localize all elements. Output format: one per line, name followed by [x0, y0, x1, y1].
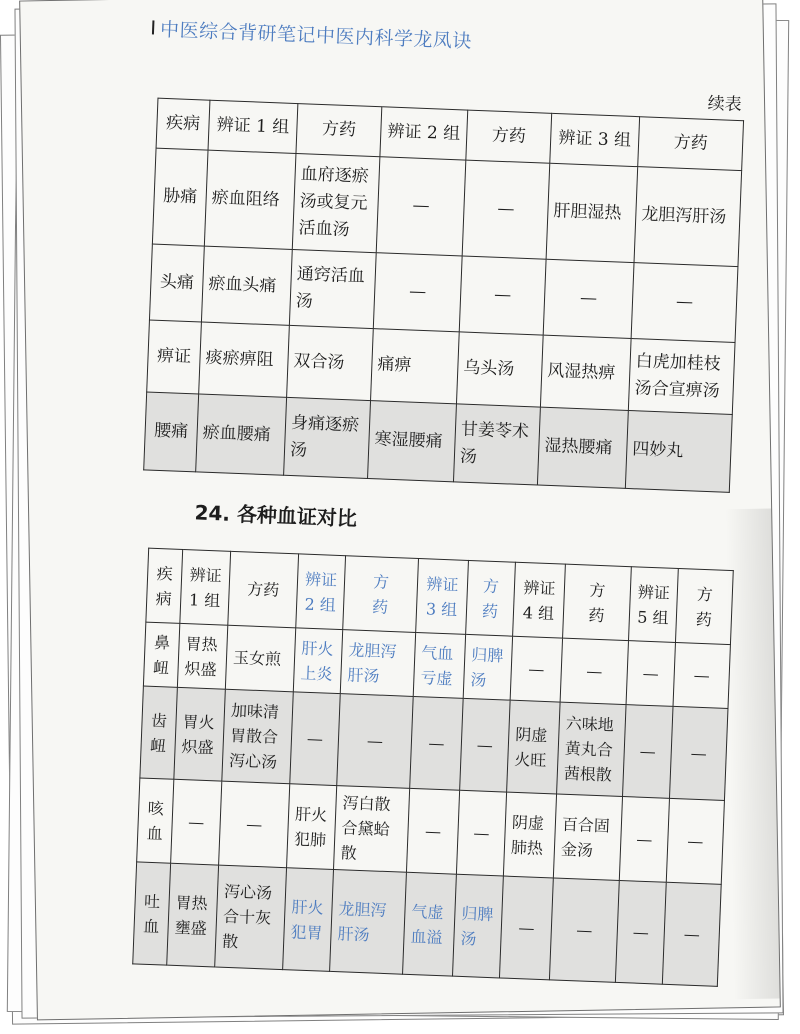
pattern-cell: 阴虚火旺: [507, 700, 560, 794]
column-header-pattern-5: 辨证 5 组: [629, 567, 679, 643]
pattern-cell: —: [626, 641, 675, 707]
column-header-formula-2: [343, 556, 419, 633]
page-content: [101, 0, 789, 1014]
formula-cell: 归脾汤: [463, 634, 512, 700]
section-title: 24. 各种血证对比: [194, 500, 358, 531]
pattern-cell: 瘀血头痛: [201, 246, 292, 325]
pattern-cell: 肝火犯胃: [283, 868, 334, 972]
formula-cell: 龙胆泻肝汤: [634, 167, 742, 267]
column-header-disease: 疾病: [146, 548, 183, 623]
formula-cell: —: [459, 256, 546, 335]
formula-cell: 通窍活血汤: [289, 249, 376, 328]
column-header-formula-4: [563, 564, 632, 640]
disease-cell: 咳血: [137, 778, 174, 863]
pattern-cell: —: [615, 880, 666, 984]
formula-cell: —: [662, 882, 721, 986]
column-header-label: 方药: [371, 571, 390, 617]
formula-cell: 白虎加桂枝汤合宣痹汤: [628, 339, 735, 415]
pattern-cell: 肝胆湿热: [546, 163, 638, 262]
pattern-cell: 阴虚肺热: [503, 792, 556, 878]
formula-cell: 百合固金汤: [553, 794, 622, 880]
pattern-cell: —: [543, 259, 634, 338]
column-header-label: 方药: [481, 576, 500, 621]
formula-cell: —: [219, 781, 290, 868]
column-header-formula-5: [675, 569, 733, 645]
formula-cell: —: [337, 694, 413, 789]
formula-cell: —: [631, 263, 738, 343]
formula-cell: 血府逐瘀汤或复元活血汤: [292, 154, 380, 253]
formula-cell: 龙胆泻肝汤: [330, 869, 407, 974]
pattern-cell: —: [290, 692, 340, 786]
pattern-cell: 风湿热痹: [540, 335, 631, 410]
pattern-cell: —: [410, 696, 463, 790]
formula-cell: 乌头汤: [456, 332, 543, 407]
formula-cell: 六味地黄丸合茜根散: [557, 702, 626, 796]
column-header-label: 方药: [695, 584, 714, 629]
formula-cell: 加味清胃散合泻心汤: [222, 689, 293, 784]
pattern-cell: —: [376, 157, 466, 256]
formula-cell: —: [456, 790, 506, 876]
disease-cell: 头痛: [149, 244, 204, 322]
formula-cell: 泻心汤合十灰散: [215, 865, 287, 970]
disease-cell: 鼻衄: [143, 622, 179, 687]
pattern-cell: 肝火上炎: [293, 628, 342, 694]
pattern-cell: 气血亏虚: [413, 632, 465, 698]
header-marker: [152, 20, 155, 34]
pattern-cell: 痰瘀痹阻: [199, 322, 290, 397]
column-header-pattern-1: 辨证 1 组: [180, 549, 231, 625]
column-header-pattern-3: 辨证 3 组: [416, 559, 469, 635]
pattern-cell: 寒湿腰痛: [368, 401, 457, 482]
column-header-pattern-4: 辨证 4 组: [513, 562, 566, 638]
column-header-pattern-2: 辨证 2 组: [296, 554, 346, 630]
pattern-cell: —: [623, 705, 673, 799]
formula-cell: 泻白散合黛蛤散: [334, 786, 410, 873]
formula-cell: —: [462, 160, 550, 259]
column-header-formula-2: 方药: [466, 110, 552, 163]
column-header-formula-1: 方药: [228, 551, 299, 628]
pattern-cell: —: [619, 797, 669, 883]
column-header-pattern-1: 辨证 1 组: [208, 100, 298, 153]
formula-cell: —: [560, 638, 628, 704]
table-row: [133, 862, 721, 986]
formula-cell: —: [669, 706, 727, 800]
column-header-label: 方药: [588, 580, 606, 625]
formula-cell: 身痛逐瘀汤: [284, 397, 371, 478]
formula-cell: —: [460, 698, 510, 792]
pattern-cell: —: [373, 253, 462, 332]
formula-cell: —: [666, 798, 724, 884]
column-header-disease: 疾病: [156, 98, 210, 150]
pattern-cell: 痛痹: [371, 329, 460, 404]
formula-cell: 归脾汤: [452, 874, 503, 978]
formula-cell: —: [549, 878, 619, 982]
column-header-formula-1: 方药: [296, 104, 382, 157]
disease-cell: 齿衄: [140, 686, 178, 779]
pattern-cell: 胃火炽盛: [174, 687, 225, 781]
column-header-pattern-3: 辨证 3 组: [550, 113, 640, 166]
running-header: 中医综合背研笔记中医内科学龙凤诀: [159, 18, 473, 53]
pattern-cell: 瘀血阻络: [204, 150, 296, 249]
pattern-cell: 湿热腰痛: [537, 407, 628, 488]
formula-cell: 四妙丸: [625, 410, 732, 492]
disease-cell: 痹证: [147, 320, 202, 394]
column-header-formula-3: 方药: [638, 117, 744, 171]
formula-cell: 龙胆泻肝汤: [340, 630, 415, 697]
column-header-pattern-2: 辨证 2 组: [380, 107, 468, 160]
pattern-cell: —: [499, 876, 553, 980]
disease-cell: 吐血: [133, 862, 171, 965]
blood-syndrome-comparison-table: [132, 548, 734, 987]
pattern-cell: —: [406, 788, 459, 874]
formula-cell: 双合汤: [287, 325, 374, 400]
pattern-cell: —: [510, 636, 562, 702]
continued-label: 续表: [707, 93, 743, 116]
disease-cell: 胁痛: [152, 148, 208, 246]
column-header-formula-3: [466, 560, 516, 636]
formula-cell: —: [673, 642, 730, 708]
pattern-cell: 胃热壅盛: [167, 863, 219, 967]
formula-cell: 甘姜苓术汤: [453, 404, 540, 485]
formula-cell: 玉女煎: [225, 625, 295, 692]
pattern-cell: 胃热炽盛: [177, 623, 227, 689]
formula-table-continued: [143, 93, 744, 493]
pattern-cell: —: [171, 779, 222, 865]
pattern-cell: 肝火犯肺: [287, 784, 337, 870]
pattern-cell: 瘀血腰痛: [196, 394, 287, 475]
disease-cell: 腰痛: [144, 392, 199, 472]
pattern-cell: 气虚血溢: [403, 872, 457, 976]
